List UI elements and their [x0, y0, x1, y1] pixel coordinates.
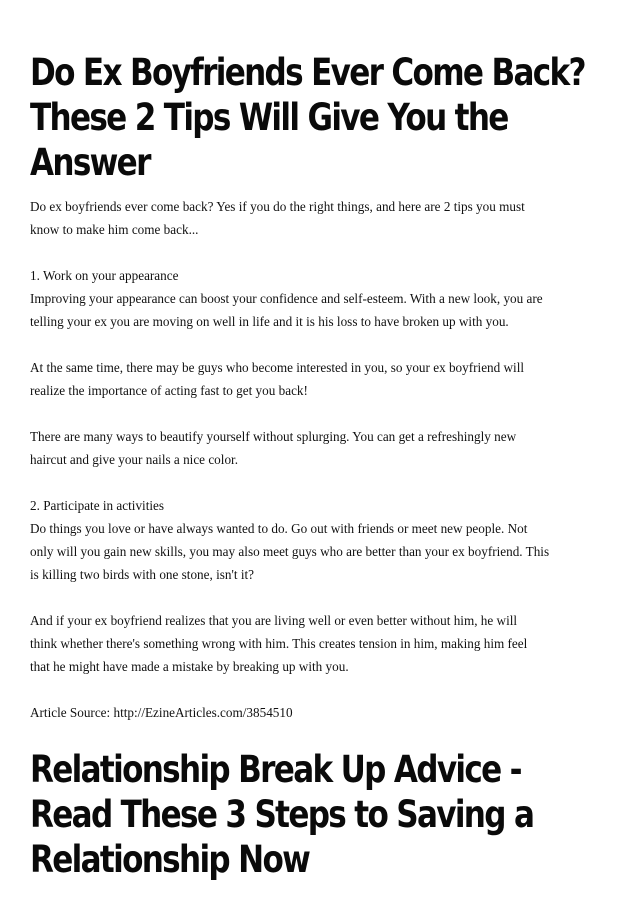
- text-line: only will you gain new skills, you may also meet guys who are better than your ex boyfriend. This: [30, 544, 550, 559]
- text-line: haircut and give your nails a nice color.: [30, 452, 238, 467]
- text-line: that he might have made a mistake by breaking up with you.: [30, 659, 349, 674]
- article-source: [30, 701, 605, 724]
- article-title: [30, 50, 601, 185]
- tip1-paragraph: [30, 264, 605, 333]
- tip2-paragraph: [30, 494, 605, 586]
- article-title-line: Do Ex Boyfriends Ever Come Back?: [30, 51, 585, 94]
- text-line: And if your ex boyfriend realizes that you are living well or even better without him, he will: [30, 613, 518, 628]
- intro-paragraph: [30, 195, 605, 241]
- text-line: is killing two birds with one stone, isn't it?: [30, 567, 254, 582]
- tip1-paragraph-3: [30, 425, 605, 471]
- article-title-line: These 2 Tips Will Give You the: [30, 96, 508, 139]
- article-title-line: Answer: [30, 141, 150, 184]
- text-line: think whether there's something wrong with him. This creates tension in him, making him feel: [30, 636, 528, 651]
- document-page: [30, 50, 605, 882]
- text-line: At the same time, there may be guys who become interested in you, so your ex boyfriend will: [30, 360, 525, 375]
- tip2-heading: 2. Participate in activities: [30, 498, 165, 513]
- article-body: [30, 195, 605, 724]
- article-source-text: Article Source: http://EzineArticles.com/3854510: [30, 705, 293, 720]
- next-article-title-line: Relationship Break Up Advice -: [30, 748, 521, 791]
- text-line: There are many ways to beautify yourself without splurging. You can get a refreshingly new: [30, 429, 517, 444]
- text-line: realize the importance of acting fast to get you back!: [30, 383, 308, 398]
- text-line: Do ex boyfriends ever come back? Yes if you do the right things, and here are 2 tips you must: [30, 199, 525, 214]
- tip2-paragraph-2: [30, 609, 605, 678]
- text-line: Do things you love or have always wanted to do. Go out with friends or meet new people. Not: [30, 521, 528, 536]
- text-line: know to make him come back...: [30, 222, 199, 237]
- tip1-paragraph-2: [30, 356, 605, 402]
- text-line: Improving your appearance can boost your confidence and self-esteem. With a new look, you are: [30, 291, 543, 306]
- next-article-title: [30, 747, 601, 882]
- tip1-heading: 1. Work on your appearance: [30, 268, 179, 283]
- next-article-title-line: Read These 3 Steps to Saving a: [30, 793, 534, 836]
- text-line: telling your ex you are moving on well in life and it is his loss to have broken up with you.: [30, 314, 509, 329]
- next-article-title-line: Relationship Now: [30, 838, 310, 881]
